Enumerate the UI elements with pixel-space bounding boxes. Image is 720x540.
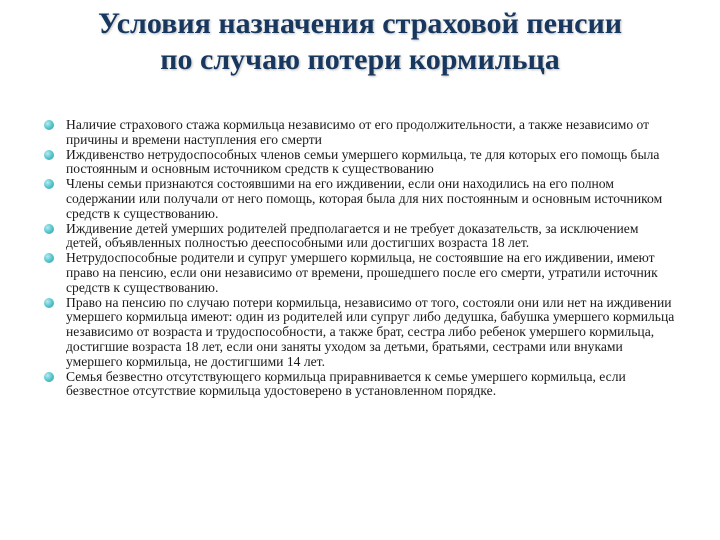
bullet-text: Нетрудоспособные родители и супруг умершего кормильца, не состоявшие на его иждивении, имеют право на пенсию, если они независимо от времени, прошедшего после его смерти, утратили источник средств к существованию. [66, 250, 658, 295]
bullet-item [44, 251, 676, 295]
bullet-item [44, 148, 676, 178]
title-line-1: Условия назначения страховой пенсии [97, 7, 623, 40]
bullet-text: Иждивение детей умерших родителей предполагается и не требует доказательств, за исключением детей, объявленных полностью дееспособными или достигших возраста 18 лет. [66, 220, 639, 251]
bullet-item [44, 118, 676, 148]
bullet-text: Право на пенсию по случаю потери кормильца, независимо от того, состояли они или нет на иждивении умершего кормильца имеют: один из родителей или супруг либо дедушка, бабушка умершего кормильца независимо от возраста и трудоспособности, а также брат, сестра либо ребенок умершего кормильца, достигшие возраста 18 лет, если они заняты уходом за детьми, братьями, сестрами или внуками умершего кормильца, не достигшими 14 лет. [66, 294, 675, 369]
bullet-text: Семья безвестно отсутствующего кормильца приравнивается к семье умершего кормильца, если безвестное отсутствие кормильца удостоверено в установленном порядке. [66, 368, 626, 399]
teal-dot-icon [44, 298, 54, 308]
bullet-text: Иждивенство нетрудоспособных членов семьи умершего кормильца, те для которых его помощь была постоянным и основным источником средств к существованию [66, 146, 660, 177]
bullet-item [44, 222, 676, 252]
teal-dot-icon [44, 253, 54, 263]
bullet-text: Наличие страхового стажа кормильца независимо от его продолжительности, а также независимо от причины и времени наступления его смерти [66, 117, 650, 147]
teal-dot-icon [44, 120, 54, 130]
teal-dot-icon [44, 150, 54, 160]
title-line-2: по случаю потери кормильца [160, 43, 560, 76]
teal-dot-icon [44, 224, 54, 234]
teal-dot-icon [44, 179, 54, 189]
bullet-list-container [44, 118, 676, 498]
bullet-item [44, 370, 676, 400]
slide-title [40, 6, 680, 78]
bullet-text: Члены семьи признаются состоявшими на его иждивении, если они находились на его полном содержании или получали от него помощь, которая была для них постоянным и основным источником средств к существованию. [66, 176, 663, 221]
bullet-item [44, 177, 676, 221]
bullet-list [44, 118, 676, 399]
teal-dot-icon [44, 372, 54, 382]
bullet-item [44, 296, 676, 370]
